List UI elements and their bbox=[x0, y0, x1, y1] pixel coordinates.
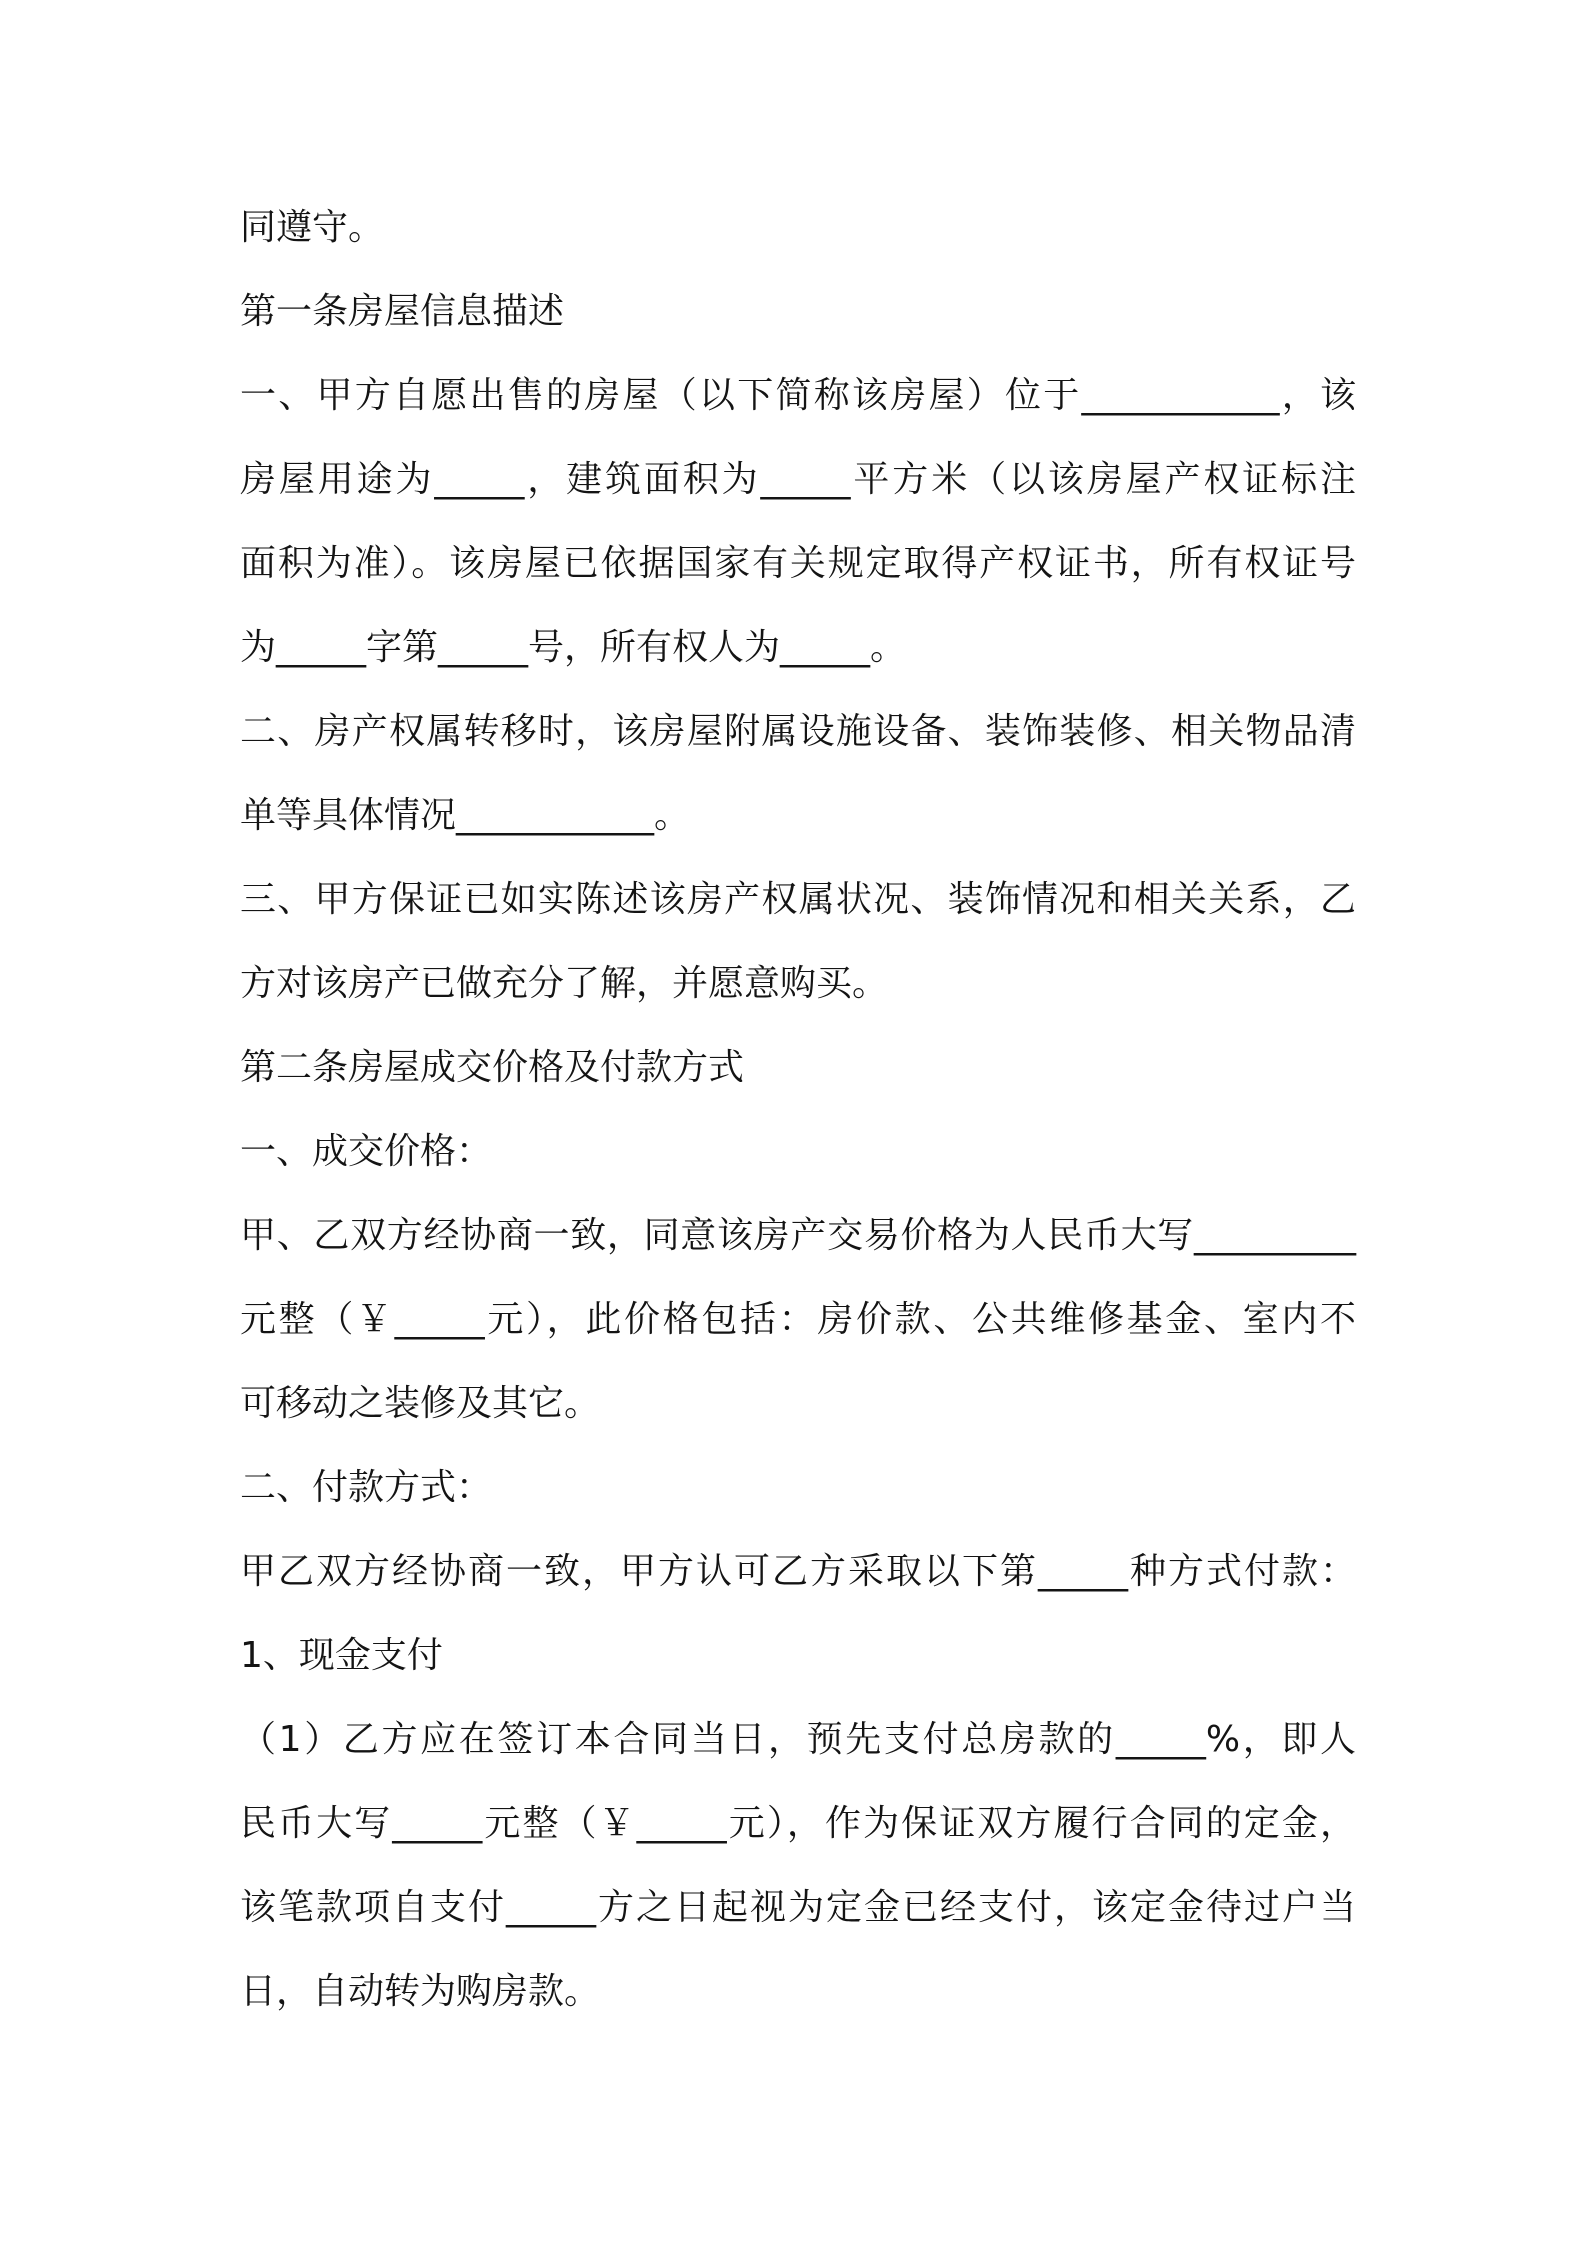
text-line: 一、成交价格： bbox=[240, 1131, 493, 1172]
text-line: 面积为准）。该房屋已依据国家有关规定取得产权证书，所有权证号 bbox=[240, 543, 1356, 584]
text-line: （1）乙方应在签订本合同当日，预先支付总房款的_____%，即人 bbox=[240, 1719, 1356, 1760]
text-line: 同遵守。 bbox=[240, 207, 385, 248]
text-line: 三、甲方保证已如实陈述该房产权属状况、装饰情况和相关关系，乙 bbox=[240, 879, 1356, 920]
section-heading: 第二条房屋成交价格及付款方式 bbox=[240, 1047, 745, 1088]
text-line: 可移动之装修及其它。 bbox=[240, 1383, 601, 1424]
text-line: 民币大写_____元整（￥_____元），作为保证双方履行合同的定金， bbox=[240, 1803, 1356, 1844]
text-line: 二、房产权属转移时，该房屋附属设施设备、装饰装修、相关物品清 bbox=[240, 711, 1356, 752]
text-line: 房屋用途为_____，建筑面积为_____平方米（以该房屋产权证标注 bbox=[240, 459, 1356, 500]
text-line: 甲、乙双方经协商一致，同意该房产交易价格为人民币大写_________ bbox=[240, 1215, 1356, 1256]
text-line: 1、现金支付 bbox=[240, 1635, 443, 1676]
text-line: 该笔款项自支付_____方之日起视为定金已经支付，该定金待过户当 bbox=[240, 1887, 1356, 1928]
text-line: 甲乙双方经协商一致，甲方认可乙方采取以下第_____种方式付款： bbox=[240, 1551, 1356, 1592]
section-heading: 第一条房屋信息描述 bbox=[240, 291, 565, 332]
text-line: 二、付款方式： bbox=[240, 1467, 493, 1508]
text-line: 单等具体情况___________。 bbox=[240, 795, 691, 836]
text-line: 日，自动转为购房款。 bbox=[240, 1971, 601, 2012]
text-line: 一、甲方自愿出售的房屋（以下简称该房屋）位于___________，该 bbox=[240, 375, 1356, 416]
text-line: 为_____字第_____号，所有权人为_____。 bbox=[240, 627, 907, 668]
text-line: 方对该房产已做充分了解，并愿意购买。 bbox=[240, 963, 889, 1004]
text-line: 元整（￥_____元），此价格包括：房价款、公共维修基金、室内不 bbox=[240, 1299, 1356, 1340]
